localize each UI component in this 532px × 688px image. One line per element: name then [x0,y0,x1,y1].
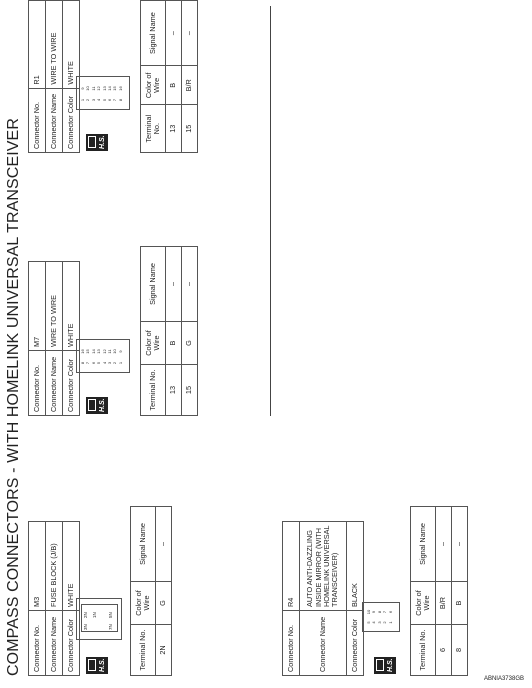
label-connector-no: Connector No. [29,611,46,676]
row-divider [270,6,271,416]
r4-signal-table: Terminal No. Color of Wire Signal Name 6 B/R – 8 B – [410,506,468,676]
r1-header-table: Connector No. R1 Connector Name WIRE TO WIRE Connector Color WHITE [28,0,80,153]
m3-connector-face: 3N 2N 1N 7N 5N [76,598,122,640]
m3-connector-no: M3 [29,522,46,611]
m7-connector-face: 8 7 6 5 4 3 2 1 16 15 14 13 12 11 10 9 [76,339,130,373]
m7-connector-color: WHITE [63,262,80,351]
r1-connector-face: 1 2 3 4 5 6 7 8 9 10 11 12 13 14 15 16 [76,76,130,110]
label-connector-color: Connector Color [63,611,80,676]
m7-connector-no: M7 [29,262,46,351]
table-row: 13 B – [166,247,182,416]
hs-icon: H.S. [374,657,396,674]
m7-connector-name: WIRE TO WIRE [46,262,63,351]
m7-header-table: Connector No. M7 Connector Name WIRE TO WIRE Connector Color WHITE [28,261,80,416]
r1-connector-no: R1 [29,1,46,89]
m7-signal-table: Terminal No. Color of Wire Signal Name 13 B – 15 G – [140,246,198,416]
table-row: 13 B – [166,1,182,153]
r4-connector-name: AUTO ANTI-DAZZLING INSIDE MIRROR (WITH HOMELINK UNIVERSAL TRANSCEIVER) [300,522,347,611]
r1-connector-color: WHITE [63,1,80,89]
r4-connector-no: R4 [283,522,300,611]
m3-signal-table: Terminal No. Color of Wire Signal Name 2N G – [130,506,172,676]
label-connector-name: Connector Name [46,611,63,676]
hs-icon: H.S. [86,657,108,674]
hs-icon: H.S. [86,397,108,414]
m3-header-table [28,521,80,676]
page-title: COMPASS CONNECTORS - WITH HOMELINK UNIVERSAL TRANSCEIVER [5,118,22,676]
r4-connector-face: 5 4 3 2 1 10 9 8 7 6 [362,602,400,632]
r1-signal-table: Terminal No. Color of Wire Signal Name 13 B – 15 B/R – [140,0,198,153]
m3-connector-color: WHITE [63,522,80,611]
figure-code: ABNIA3738GB [483,676,524,682]
r4-header-table: Connector No. R4 Connector Name AUTO ANTI-DAZZLING INSIDE MIRROR (WITH HOMELINK UNIVERSAL TRANSCEIVER) Connector Color BLACK [282,521,364,676]
table-row: 15 B/R – [182,1,198,153]
r4-connector-color: BLACK [347,522,364,611]
table-row: 6 B/R – [436,507,452,676]
table-row: 2N G – [156,507,172,676]
table-row: 15 G – [182,247,198,416]
hs-icon: H.S. [86,134,108,151]
m3-connector-name: FUSE BLOCK (J/B) [46,522,63,611]
r1-connector-name: WIRE TO WIRE [46,1,63,89]
table-row: 8 B – [452,507,468,676]
